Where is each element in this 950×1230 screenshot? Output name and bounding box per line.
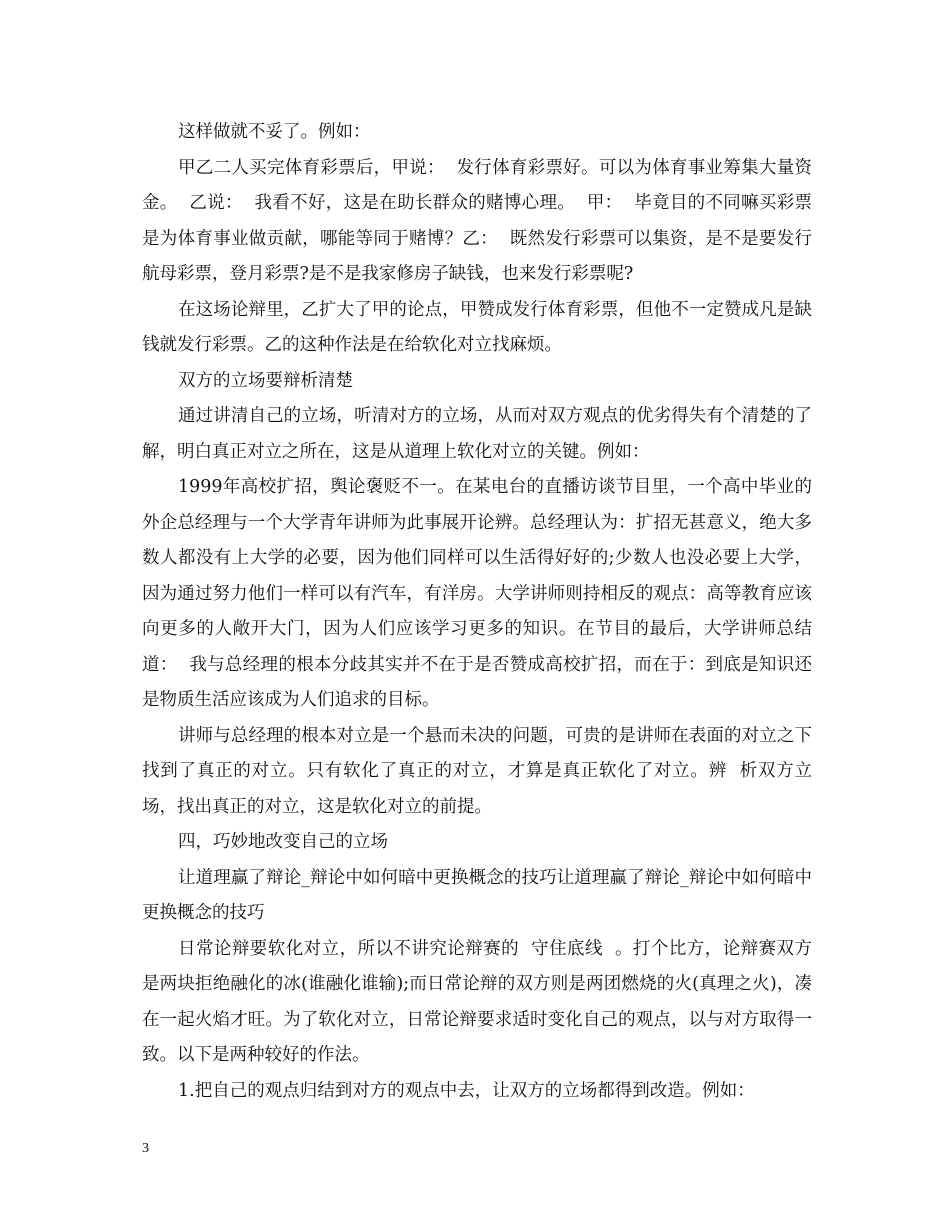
paragraph-7: 讲师与总经理的根本对立是一个悬而未决的问题，可贵的是讲师在表面的对立之下找到了真正的对立。只有软化了真正的对立，才算是真正软化了对立。辨 析双方立场，找出真正的对立，这是软化对立的前提。 xyxy=(142,725,812,817)
paragraph-2: 甲乙二人买完体育彩票后，甲说： 发行体育彩票好。可以为体育事业筹集大量资金。 乙说： 我看不好，这是在助长群众的赌博心理。 甲： 毕竟目的不同嘛买彩票是为体育事业做贡献，哪能等同于赌博？乙： 既然发行彩票可以集资，是不是要发行航母彩票，登月彩票?是不是我家修房子缺钱，也来发行彩票呢? xyxy=(142,157,812,284)
section-heading-2: 四，巧妙地改变自己的立场 xyxy=(178,832,388,852)
page-number: 3 xyxy=(142,1141,149,1156)
paragraph-6: 1999年高校扩招，舆论褒贬不一。在某电台的直播访谈节目里，一个高中毕业的外企总经理与一个大学青年讲师为此事展开论辨。总经理认为：扩招无甚意义，绝大多数人都没有上大学的必要，因为他们同样可以生活得好好的;少数人也没必要上大学，因为通过努力他们一样可以有汽车，有洋房。大学讲师则持相反的观点：高等教育应该向更多的人敞开大门，因为人们应该学习更多的知识。在节目的最后，大学讲师总结道： 我与总经理的根本分歧其实并不在于是否赞成高校扩招，而在于：到底是知识还是物质生活应该成为人们追求的目标。 xyxy=(142,477,812,710)
paragraph-1: 这样做就不妥了。例如： xyxy=(178,122,371,142)
section-heading-1: 双方的立场要辩析清楚 xyxy=(178,370,353,391)
paragraph-3: 在这场论辩里，乙扩大了甲的论点，甲赞成发行体育彩票，但他不一定赞成凡是缺钱就发行彩票。乙的这种作法是在给软化对立找麻烦。 xyxy=(142,299,812,355)
document-body xyxy=(142,115,812,1109)
paragraph-9: 让道理赢了辩论_辩论中如何暗中更换概念的技巧让道理赢了辩论_辩论中如何暗中更换概念的技巧 xyxy=(142,867,812,923)
paragraph-5: 通过讲清自己的立场，听清对方的立场，从而对双方观点的优劣得失有个清楚的了解，明白真正对立之所在，这是从道理上软化对立的关键。例如： xyxy=(142,406,812,462)
paragraph-10: 日常论辩要软化对立，所以不讲究论辩赛的 守住底线 。打个比方，论辩赛双方是两块拒绝融化的冰(谁融化谁输);而日常论辩的双方则是两团燃烧的火(真理之火)，凑在一起火焰才旺。为了软化对立，日常论辩要求适时变化自己的观点，以与对方取得一致。以下是两种较好的作法。 xyxy=(142,938,812,1065)
paragraph-11: 1.把自己的观点归结到对方的观点中去，让双方的立场都得到改造。例如： xyxy=(178,1080,755,1101)
